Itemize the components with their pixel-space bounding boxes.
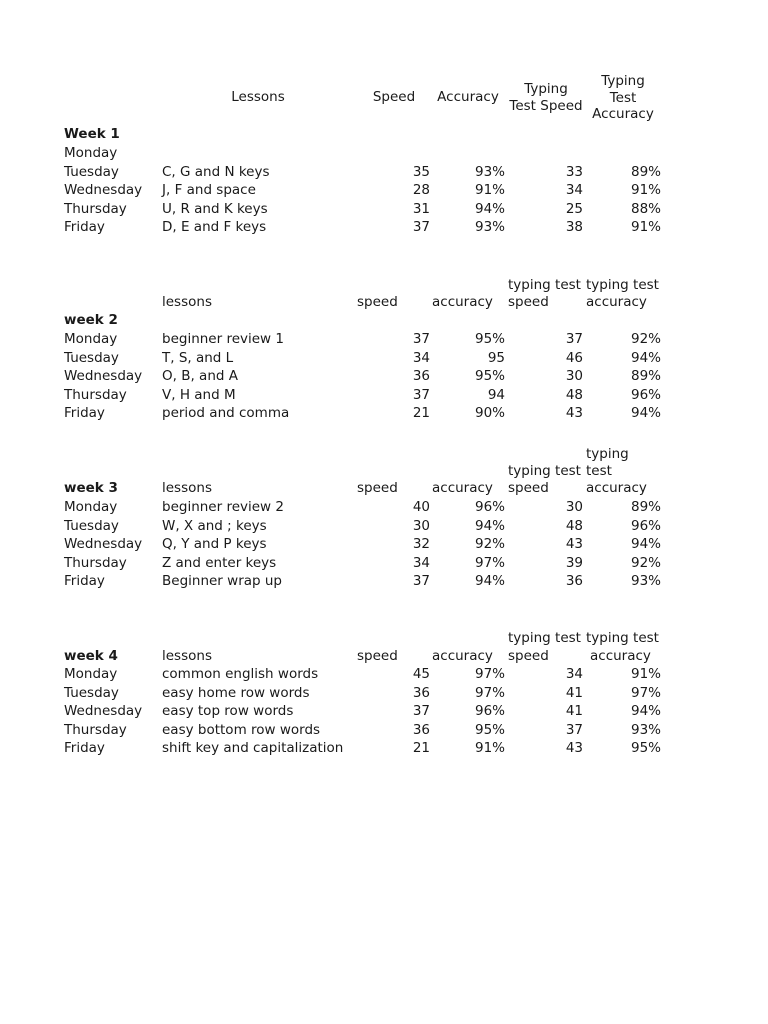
cell-lesson: shift key and capitalization [162,740,344,757]
week2-label: week 2 [64,312,118,328]
cell-speed: 34 [412,349,430,366]
header-lessons: Lessons [231,89,285,105]
cell-lesson: U, R and K keys [162,200,268,217]
cell-test-speed: 30 [565,499,583,515]
cell-test-accuracy: 91% [630,182,661,199]
cell-accuracy: 91% [474,182,505,199]
header-test-speed-line1: Typing [524,81,568,97]
cell-accuracy: 97% [474,554,505,571]
cell-test-accuracy: 96% [630,517,661,534]
week1-label: Week 1 [64,126,120,142]
cell-speed: 36 [412,368,430,385]
cell-day: Wednesday [64,703,143,720]
cell-test-speed: 34 [565,666,583,682]
cell-accuracy: 94% [474,517,505,534]
cell-test-speed: 37 [565,331,583,347]
cell-test-accuracy: 94% [630,536,661,553]
cell-accuracy: 94% [474,200,505,217]
cell-day: Monday [64,331,118,347]
cell-day: Monday [64,499,118,515]
cell-test-accuracy: 94% [630,349,661,366]
cell-speed: 37 [412,573,430,590]
cell-test-accuracy: 93% [630,721,661,738]
cell-day: Friday [64,219,105,236]
cell-accuracy: 96% [474,703,505,720]
cell-test-accuracy: 91% [630,666,661,682]
cell-day: Wednesday [64,368,143,385]
cell-test-speed: 33 [565,163,583,180]
cell-lesson: O, B, and A [162,368,238,385]
cell-test-speed: 37 [565,721,583,738]
cell-accuracy: 94% [474,573,505,590]
cell-lesson: beginner review 1 [162,331,284,347]
cell-lesson: easy home row words [162,684,310,701]
header-accuracy: accuracy [432,648,493,664]
cell-lesson: Beginner wrap up [162,573,282,590]
cell-accuracy: 97% [474,684,505,701]
cell-lesson: Q, Y and P keys [162,536,267,553]
cell-speed: 28 [412,182,430,199]
cell-lesson: easy top row words [162,703,294,720]
cell-lesson: W, X and ; keys [162,517,267,534]
cell-test-accuracy: 94% [630,703,661,720]
cell-accuracy: 92% [474,536,505,553]
header-lessons: lessons [162,648,212,664]
header-lessons: lessons [162,294,212,310]
cell-test-accuracy: 89% [630,163,661,180]
cell-speed: 34 [412,554,430,571]
header-speed: speed [357,294,398,310]
header-speed: speed [357,648,398,664]
cell-speed: 21 [412,740,430,757]
cell-lesson: D, E and F keys [162,219,267,236]
cell-day: Wednesday [64,536,143,553]
cell-test-accuracy: 93% [630,573,661,590]
header-accuracy: accuracy [432,480,493,496]
cell-test-speed: 39 [565,554,583,571]
week3-label: week 3 [64,480,118,496]
header-test-accuracy-line3: Accuracy [592,106,654,122]
cell-speed: 40 [412,499,430,515]
cell-accuracy: 97% [474,666,505,682]
cell-lesson: beginner review 2 [162,499,284,515]
cell-test-speed: 46 [565,349,583,366]
cell-lesson: Z and enter keys [162,554,277,571]
cell-test-speed: 48 [565,517,583,534]
cell-speed: 21 [412,405,430,422]
cell-test-accuracy: 88% [630,200,661,217]
cell-lesson: C, G and N keys [162,163,270,180]
header-test-speed-line1: typing test [508,277,581,293]
cell-test-accuracy: 89% [630,368,661,385]
cell-test-speed: 43 [565,740,583,757]
cell-lesson: T, S, and L [162,349,234,366]
header-test-speed-line2: speed [508,480,549,496]
cell-speed: 37 [412,386,430,403]
cell-speed: 36 [412,721,430,738]
header-test-speed-line2: speed [508,648,549,664]
cell-accuracy: 95% [474,331,505,347]
cell-accuracy: 95% [474,721,505,738]
cell-lesson: J, F and space [162,182,256,199]
cell-accuracy: 93% [474,163,505,180]
cell-test-speed: 41 [565,684,583,701]
cell-accuracy: 94 [487,386,505,403]
header-accuracy: Accuracy [437,89,499,105]
cell-accuracy: 90% [474,405,505,422]
cell-speed: 45 [412,666,430,682]
cell-lesson: V, H and M [162,386,236,403]
cell-speed: 35 [412,163,430,180]
cell-test-accuracy: 92% [630,554,661,571]
cell-day: Thursday [64,721,127,738]
header-speed: speed [357,480,398,496]
cell-day: Friday [64,740,105,757]
cell-lesson: easy bottom row words [162,721,321,738]
cell-test-accuracy: 92% [630,331,661,347]
cell-speed: 37 [412,331,430,347]
header-test-speed-line1: typing test [508,630,581,646]
cell-test-speed: 30 [565,368,583,385]
cell-test-speed: 41 [565,703,583,720]
header-test-accuracy-line1: typing test [586,630,659,646]
cell-test-speed: 25 [565,200,583,217]
cell-day: Friday [64,573,105,590]
cell-speed: 37 [412,219,430,236]
cell-accuracy: 95 [487,349,505,366]
cell-test-speed: 34 [565,182,583,199]
header-accuracy: accuracy [432,294,493,310]
cell-day: Tuesday [64,163,119,180]
cell-test-speed: 43 [565,405,583,422]
cell-test-accuracy: 94% [630,405,661,422]
cell-test-accuracy: 91% [630,219,661,236]
cell-lesson: period and comma [162,405,290,422]
cell-test-speed: 48 [565,386,583,403]
header-test-accuracy-line2: accuracy [586,294,647,310]
header-speed: Speed [372,89,416,105]
cell-speed: 36 [412,684,430,701]
cell-test-speed: 36 [565,573,583,590]
cell-accuracy: 91% [474,740,505,757]
cell-speed: 32 [412,536,430,553]
cell-day: Thursday [64,200,127,217]
cell-test-accuracy: 96% [630,386,661,403]
cell-day: Thursday [64,386,127,403]
header-test-speed-line2: Test Speed [509,98,583,114]
cell-day: Friday [64,405,105,422]
cell-speed: 37 [412,703,430,720]
header-test-accuracy-line2: Test [609,90,637,106]
cell-day: Monday [64,145,118,161]
cell-speed: 31 [412,200,430,217]
cell-test-accuracy: 95% [630,740,661,757]
cell-speed: 30 [412,517,430,534]
cell-day: Wednesday [64,182,143,199]
header-test-speed-line2: speed [508,294,549,310]
header-test-accuracy-line2: test [586,463,612,479]
cell-test-accuracy: 97% [630,684,661,701]
week4-label: week 4 [64,648,118,664]
cell-accuracy: 96% [474,499,505,515]
cell-test-speed: 43 [565,536,583,553]
cell-test-speed: 38 [565,219,583,236]
cell-lesson: common english words [162,666,319,682]
header-lessons: lessons [162,480,212,496]
cell-accuracy: 95% [474,368,505,385]
header-test-accuracy-line1: typing test [586,277,659,293]
header-test-accuracy-line2: accuracy [590,648,651,664]
cell-test-accuracy: 89% [630,499,661,515]
header-test-accuracy-line1: Typing [601,73,645,89]
cell-day: Monday [64,666,118,682]
cell-day: Tuesday [64,349,119,366]
header-test-accuracy-line1: typing [586,446,629,462]
cell-accuracy: 93% [474,219,505,236]
header-test-accuracy-line3: accuracy [586,480,647,496]
header-test-speed-line1: typing test [508,463,581,479]
cell-day: Thursday [64,554,127,571]
cell-day: Tuesday [64,517,119,534]
cell-day: Tuesday [64,684,119,701]
